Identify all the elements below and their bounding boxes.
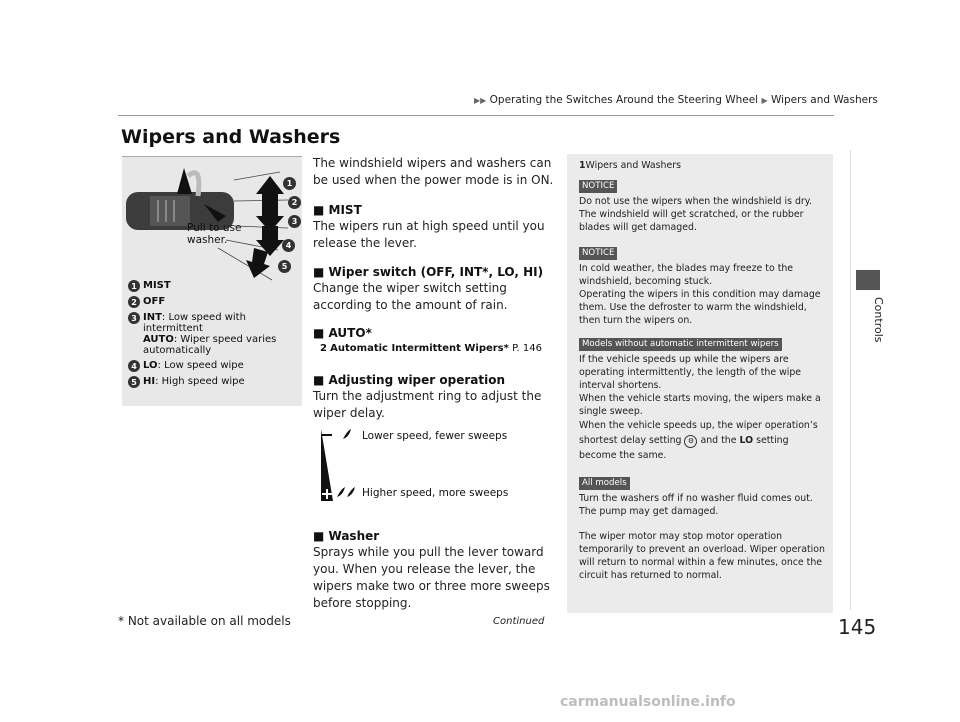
side-tab-marker [856, 270, 880, 290]
auto-ref-link[interactable]: 2 Automatic Intermittent Wipers* P. 146 [320, 343, 542, 354]
section-auto-heading: ■ AUTO* [313, 326, 372, 340]
wiper-fast-icon-1 [337, 487, 345, 497]
note-5: When the vehicle starts moving, the wipers make a single sweep. [579, 393, 821, 417]
breadcrumb-part2[interactable]: Wipers and Washers [770, 94, 878, 106]
section-washer-heading: ■ Washer [313, 529, 380, 543]
section-adjust-text: Turn the adjustment ring to adjust the wiper delay. [313, 389, 542, 420]
wiper-slow-icon [343, 429, 351, 439]
legend-item-4 [128, 360, 298, 372]
models-badge: Models without automatic intermittent wipers [579, 338, 782, 351]
legend-item-5 [128, 376, 298, 388]
section-switch-text: Change the wiper switch setting according to the amount of rain. [313, 281, 508, 312]
legend-lo-desc: : Low speed wipe [157, 360, 244, 371]
breadcrumb [474, 94, 878, 106]
legend-int: INT [143, 312, 162, 323]
pull-washer-label: Pull to use washer. [187, 222, 242, 246]
notes-content [579, 159, 825, 582]
header-divider [118, 115, 834, 116]
notice-badge: NOTICE [579, 247, 617, 260]
wiper-fast-icon-2 [347, 487, 355, 497]
watermark: carmanualsonline.info [560, 694, 736, 710]
side-tab-label[interactable]: Controls [872, 297, 885, 343]
section-adjust-heading: ■ Adjusting wiper operation [313, 373, 505, 387]
marker-1: 1 [283, 177, 296, 190]
legend-lo: LO [143, 360, 158, 371]
arrow-icon: ▶▶ [474, 96, 487, 105]
section-mist-heading: ■ MIST [313, 203, 362, 217]
marker-2: 2 [128, 296, 140, 308]
legend-item-1 [128, 280, 298, 292]
section-switch-heading: ■ Wiper switch (OFF, INT*, LO, HI) [313, 265, 544, 279]
marker-4: 4 [282, 239, 295, 252]
wiper-lever-illustration [122, 156, 302, 286]
ref-icon: 1 [579, 160, 586, 171]
legend-hi-desc: : High speed wipe [155, 376, 245, 387]
legend-int-desc: : Low speed with intermittent [143, 312, 246, 334]
speed-ring-diagram [315, 425, 360, 505]
marker-4: 4 [128, 360, 140, 372]
note-8: The wiper motor may stop motor operation temporarily to prevent an overload. Wiper operation will return to normal within a few minutes, once the circuit has returned to normal. [579, 531, 825, 581]
note-1: Do not use the wipers when the windshield is dry. The windshield will get scratched, or the rubber blades will get damaged. [579, 196, 812, 233]
legend-off: OFF [143, 296, 166, 307]
marker-3: 3 [288, 215, 301, 228]
page-title: Wipers and Washers [121, 126, 341, 148]
legend-auto-desc: : Wiper speed varies automatically [143, 334, 277, 356]
section-washer-text: Sprays while you pull the lever toward you. When you release the lever, the wipers make two or three more sweeps before stopping. [313, 545, 550, 610]
continued-label: Continued [493, 616, 545, 627]
marker-3: 3 [128, 312, 140, 324]
wiper-int-icon: ⚙ [684, 435, 697, 448]
marker-5: 5 [278, 260, 291, 273]
marker-2: 2 [288, 196, 301, 209]
notice-badge: NOTICE [579, 180, 617, 193]
marker-1: 1 [128, 280, 140, 292]
legend-item-2 [128, 296, 298, 308]
note-2: In cold weather, the blades may freeze to the windshield, becoming stuck. [579, 263, 794, 287]
lower-speed-label: Lower speed, fewer sweeps [362, 430, 508, 442]
note-4: If the vehicle speeds up while the wipers are operating intermittently, the length of the wipe interval shortens. [579, 354, 802, 391]
higher-speed-label: Higher speed, more sweeps [362, 487, 509, 499]
notes-panel [567, 154, 833, 613]
legend-hi: HI [143, 376, 156, 387]
legend-mist: MIST [143, 280, 171, 291]
legend-auto: AUTO [143, 334, 174, 345]
note-3: Operating the wipers in this condition may damage them. Use the defroster to warm the windshield, then turn the wipers on. [579, 289, 821, 326]
page-number: 145 [838, 615, 877, 639]
note-6: When the vehicle speeds up, the wiper operation’s shortest delay setting ⚙ and the LO setting become the same. [579, 420, 818, 461]
lever-ring [150, 196, 190, 226]
arrow-4-icon [246, 248, 270, 278]
all-models-badge: All models [579, 477, 630, 490]
legend-item-3 [128, 312, 298, 356]
arrow-icon: ▶ [761, 96, 768, 105]
note-7: Turn the washers off if no washer fluid comes out. The pump may get damaged. [579, 493, 813, 517]
section-mist-text: The wipers run at high speed until you release the lever. [313, 219, 545, 250]
breadcrumb-part1[interactable]: Operating the Switches Around the Steering Wheel [489, 94, 759, 106]
marker-5: 5 [128, 376, 140, 388]
side-divider [850, 150, 851, 610]
footnote: * Not available on all models [118, 614, 291, 628]
notes-heading: 1Wipers and Washers [579, 160, 682, 171]
intro-text: The windshield wipers and washers can be used when the power mode is in ON. [313, 156, 554, 187]
figure-legend [128, 280, 298, 388]
